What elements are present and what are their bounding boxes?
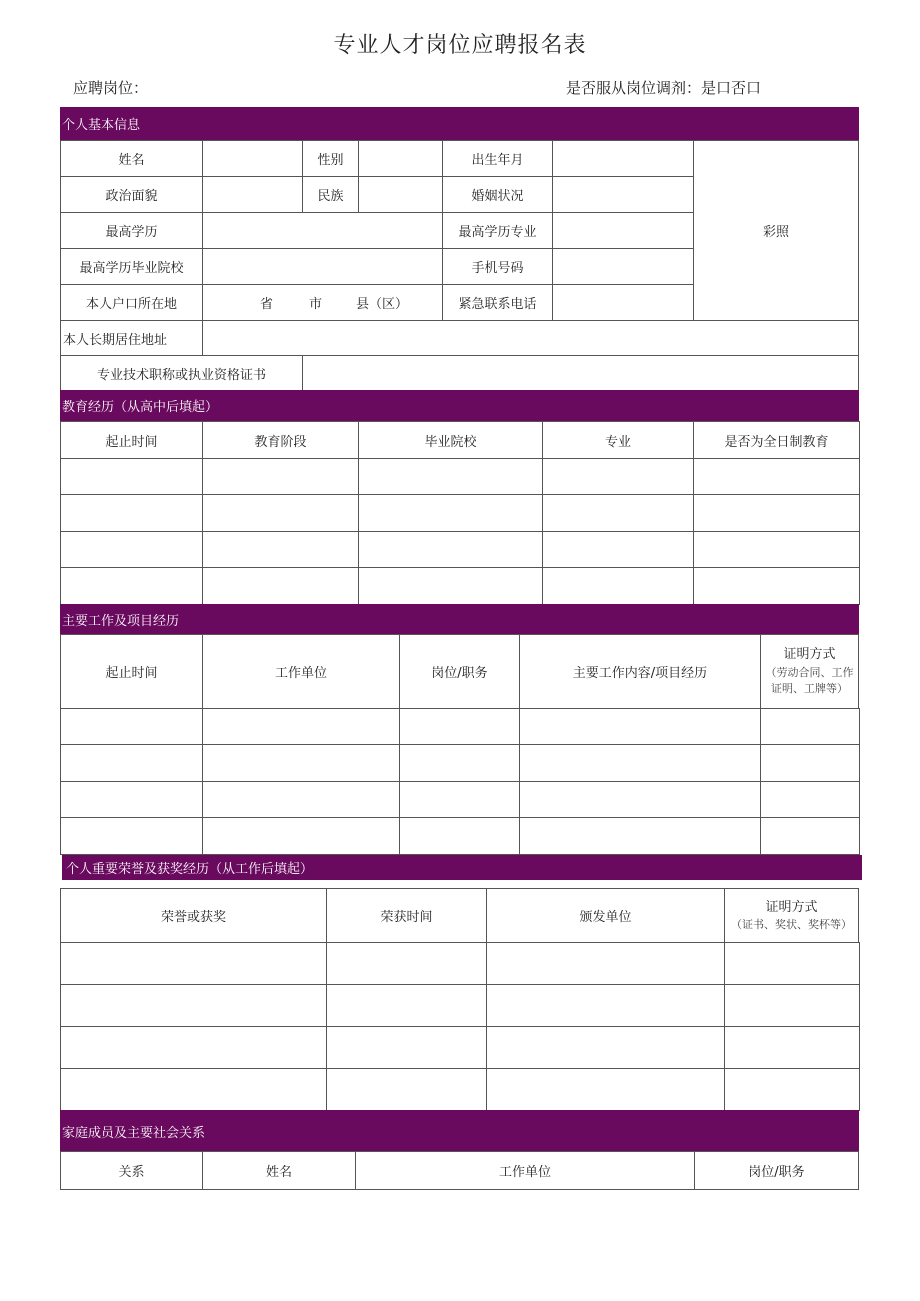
field-marital[interactable] [552, 176, 694, 213]
label-education-major: 最高学历专业 [442, 212, 553, 249]
work-row-cell[interactable] [399, 817, 520, 855]
honor-row-cell[interactable] [486, 942, 725, 985]
work-col-position: 岗位/职务 [399, 634, 520, 709]
work-row-cell[interactable] [519, 744, 761, 782]
work-proof-note-2: 证明、工牌等） [771, 682, 848, 696]
edu-row-cell[interactable] [358, 458, 543, 495]
section-header-work: 主要工作及项目经历 [60, 604, 859, 635]
label-marital: 婚姻状况 [442, 176, 553, 213]
section-header-basic-info: 个人基本信息 [60, 107, 859, 140]
edu-row-cell[interactable] [202, 531, 359, 568]
field-hukou[interactable] [202, 284, 443, 321]
label-phone: 手机号码 [442, 248, 553, 285]
work-row-cell[interactable] [519, 817, 761, 855]
honor-proof-title: 证明方式 [765, 899, 818, 915]
work-row-cell[interactable] [760, 817, 860, 855]
field-phone[interactable] [552, 248, 694, 285]
work-row-cell[interactable] [760, 781, 860, 818]
field-gender[interactable] [358, 140, 443, 177]
work-row-cell[interactable] [202, 817, 400, 855]
edu-row-cell[interactable] [693, 567, 860, 605]
label-hukou: 本人户口所在地 [60, 284, 203, 321]
honor-col-date: 荣获时间 [326, 888, 487, 943]
field-birth[interactable] [552, 140, 694, 177]
work-row-cell[interactable] [202, 781, 400, 818]
work-row-cell[interactable] [202, 708, 400, 745]
edu-row-cell[interactable] [693, 458, 860, 495]
field-political[interactable] [202, 176, 303, 213]
honor-row-cell[interactable] [486, 984, 725, 1027]
label-address: 本人长期居住地址 [60, 320, 203, 356]
hukou-province-label: 省 [260, 297, 274, 312]
section-header-family: 家庭成员及主要社会关系 [60, 1110, 859, 1152]
label-name: 姓名 [60, 140, 203, 177]
honor-row-cell[interactable] [724, 984, 860, 1027]
honor-row-cell[interactable] [724, 942, 860, 985]
edu-row-cell[interactable] [358, 494, 543, 532]
edu-row-cell[interactable] [60, 458, 203, 495]
edu-row-cell[interactable] [202, 458, 359, 495]
label-emergency-phone: 紧急联系电话 [442, 284, 553, 321]
work-row-cell[interactable] [60, 708, 203, 745]
work-col-employer: 工作单位 [202, 634, 400, 709]
field-education-major[interactable] [552, 212, 694, 249]
honor-row-cell[interactable] [724, 1026, 860, 1069]
honor-row-cell[interactable] [486, 1026, 725, 1069]
page-title: 专业人才岗位应聘报名表 [333, 33, 587, 58]
honor-row-cell[interactable] [724, 1068, 860, 1111]
honor-row-cell[interactable] [486, 1068, 725, 1111]
work-col-content: 主要工作内容/项目经历 [519, 634, 761, 709]
work-proof-title: 证明方式 [783, 647, 836, 663]
honor-row-cell[interactable] [326, 984, 487, 1027]
section-header-honors: 个人重要荣誉及获奖经历（从工作后填起） [62, 855, 862, 880]
edu-col-major: 专业 [542, 421, 694, 459]
section-header-education: 教育经历（从高中后填起） [60, 390, 859, 421]
work-row-cell[interactable] [399, 708, 520, 745]
hukou-city-label: 市 [309, 297, 323, 312]
field-certificate[interactable] [302, 355, 859, 391]
apply-position-label: 应聘岗位： [73, 79, 149, 97]
hukou-county-label: 县（区） [356, 297, 409, 312]
honor-row-cell[interactable] [60, 1026, 327, 1069]
honor-row-cell[interactable] [326, 942, 487, 985]
honor-row-cell[interactable] [60, 1068, 327, 1111]
label-political: 政治面貌 [60, 176, 203, 213]
edu-row-cell[interactable] [358, 567, 543, 605]
field-education[interactable] [202, 212, 443, 249]
field-name[interactable] [202, 140, 303, 177]
label-birth: 出生年月 [442, 140, 553, 177]
edu-row-cell[interactable] [60, 494, 203, 532]
work-row-cell[interactable] [60, 781, 203, 818]
work-proof-note-1: （劳动合同、工作 [765, 665, 854, 679]
photo-box[interactable]: 彩照 [693, 140, 859, 321]
family-col-employer: 工作单位 [355, 1151, 695, 1190]
work-row-cell[interactable] [399, 744, 520, 782]
edu-col-period: 起止时间 [60, 421, 203, 459]
edu-row-cell[interactable] [693, 494, 860, 532]
work-row-cell[interactable] [399, 781, 520, 818]
honor-row-cell[interactable] [60, 984, 327, 1027]
edu-row-cell[interactable] [542, 567, 694, 605]
edu-row-cell[interactable] [693, 531, 860, 568]
work-col-period: 起止时间 [60, 634, 203, 709]
work-row-cell[interactable] [760, 708, 860, 745]
edu-row-cell[interactable] [358, 531, 543, 568]
edu-col-stage: 教育阶段 [202, 421, 359, 459]
family-col-position: 岗位/职务 [694, 1151, 859, 1190]
label-gender: 性别 [302, 140, 359, 177]
honor-col-title: 荣誉或获奖 [60, 888, 327, 943]
work-col-proof [760, 634, 859, 709]
field-ethnicity[interactable] [358, 176, 443, 213]
work-row-cell[interactable] [60, 817, 203, 855]
honor-col-proof [724, 888, 859, 943]
label-education-school: 最高学历毕业院校 [60, 248, 203, 285]
work-row-cell[interactable] [202, 744, 400, 782]
honor-col-issuer: 颁发单位 [486, 888, 725, 943]
work-row-cell[interactable] [60, 744, 203, 782]
field-address[interactable] [202, 320, 859, 356]
honor-row-cell[interactable] [60, 942, 327, 985]
edu-row-cell[interactable] [542, 458, 694, 495]
label-certificate: 专业技术职称或执业资格证书 [60, 355, 303, 391]
field-education-school[interactable] [202, 248, 443, 285]
position-adjust-option: 是否服从岗位调剂：是口否口 [566, 79, 762, 97]
work-row-cell[interactable] [760, 744, 860, 782]
edu-col-school: 毕业院校 [358, 421, 543, 459]
family-col-relation: 关系 [60, 1151, 203, 1190]
edu-row-cell[interactable] [202, 494, 359, 532]
edu-col-fulltime: 是否为全日制教育 [693, 421, 860, 459]
honor-proof-note: （证书、奖状、奖杯等） [731, 918, 852, 931]
work-row-cell[interactable] [519, 781, 761, 818]
label-ethnicity: 民族 [302, 176, 359, 213]
work-row-cell[interactable] [519, 708, 761, 745]
edu-row-cell[interactable] [542, 531, 694, 568]
edu-row-cell[interactable] [60, 531, 203, 568]
edu-row-cell[interactable] [542, 494, 694, 532]
family-col-name: 姓名 [202, 1151, 356, 1190]
honor-row-cell[interactable] [326, 1068, 487, 1111]
edu-row-cell[interactable] [60, 567, 203, 605]
field-emergency-phone[interactable] [552, 284, 694, 321]
edu-row-cell[interactable] [202, 567, 359, 605]
label-education: 最高学历 [60, 212, 203, 249]
honor-row-cell[interactable] [326, 1026, 487, 1069]
